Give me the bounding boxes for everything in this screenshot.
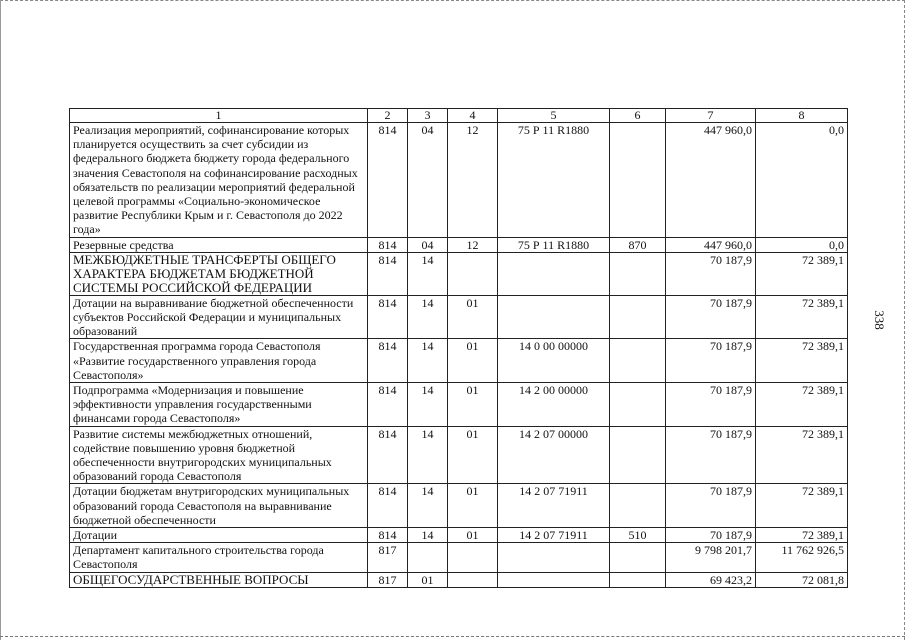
row-name-cell: ОБЩЕГОСУДАРСТВЕННЫЕ ВОПРОСЫ — [70, 572, 368, 587]
row-amount-year2-cell: 72 389,1 — [756, 383, 848, 427]
row-amount-year2-cell: 72 389,1 — [756, 484, 848, 528]
row-amount-year1-cell: 70 187,9 — [666, 528, 756, 543]
row-amount-year2-cell: 72 389,1 — [756, 426, 848, 484]
row-section-code-cell: 14 — [408, 252, 448, 295]
row-amount-year1-cell: 447 960,0 — [666, 123, 756, 238]
row-section-code-cell: 01 — [408, 572, 448, 587]
row-amount-year1-cell: 70 187,9 — [666, 383, 756, 427]
table-row — [70, 383, 848, 427]
row-amount-year2-cell: 0,0 — [756, 123, 848, 238]
column-header: 5 — [498, 109, 610, 123]
row-subsection-code-cell: 12 — [448, 237, 498, 252]
row-section-code-cell: 14 — [408, 484, 448, 528]
row-amount-year2-cell: 72 389,1 — [756, 528, 848, 543]
row-amount-year1-cell: 447 960,0 — [666, 237, 756, 252]
column-header: 8 — [756, 109, 848, 123]
row-target-code-cell: 14 2 07 71911 — [498, 484, 610, 528]
row-subsection-code-cell: 01 — [448, 383, 498, 427]
row-name-cell: Дотации бюджетам внутригородских муниципальных образований города Севастополя на выравнивание бюджетной обеспеченности — [70, 484, 368, 528]
table-row — [70, 252, 848, 295]
row-section-code-cell: 14 — [408, 426, 448, 484]
row-admin-code-cell: 814 — [368, 383, 408, 427]
row-admin-code-cell: 814 — [368, 123, 408, 238]
row-section-code-cell: 14 — [408, 339, 448, 383]
table-row — [70, 572, 848, 587]
row-subsection-code-cell: 01 — [448, 426, 498, 484]
table-row — [70, 543, 848, 572]
row-admin-code-cell: 817 — [368, 572, 408, 587]
row-subsection-code-cell — [448, 572, 498, 587]
row-expense-type-cell — [610, 383, 666, 427]
row-admin-code-cell: 817 — [368, 543, 408, 572]
row-amount-year1-cell: 70 187,9 — [666, 426, 756, 484]
scan-edge-top — [0, 0, 905, 4]
row-admin-code-cell: 814 — [368, 528, 408, 543]
row-name-cell: МЕЖБЮДЖЕТНЫЕ ТРАНСФЕРТЫ ОБЩЕГО ХАРАКТЕРА БЮДЖЕТАМ БЮДЖЕТНОЙ СИСТЕМЫ РОССИЙСКОЙ ФЕДЕРАЦИИ — [70, 252, 368, 295]
row-amount-year2-cell: 72 389,1 — [756, 252, 848, 295]
row-subsection-code-cell: 01 — [448, 295, 498, 339]
column-header: 2 — [368, 109, 408, 123]
row-target-code-cell: 14 2 00 00000 — [498, 383, 610, 427]
row-expense-type-cell — [610, 295, 666, 339]
row-expense-type-cell — [610, 543, 666, 572]
row-admin-code-cell: 814 — [368, 252, 408, 295]
row-subsection-code-cell: 01 — [448, 528, 498, 543]
row-subsection-code-cell — [448, 252, 498, 295]
row-amount-year2-cell: 0,0 — [756, 237, 848, 252]
row-amount-year2-cell: 11 762 926,5 — [756, 543, 848, 572]
column-header: 7 — [666, 109, 756, 123]
table-row — [70, 237, 848, 252]
row-target-code-cell — [498, 252, 610, 295]
row-target-code-cell: 75 Р 11 R1880 — [498, 123, 610, 238]
column-header: 3 — [408, 109, 448, 123]
row-expense-type-cell: 870 — [610, 237, 666, 252]
row-admin-code-cell: 814 — [368, 237, 408, 252]
row-expense-type-cell: 510 — [610, 528, 666, 543]
column-header: 4 — [448, 109, 498, 123]
row-amount-year2-cell: 72 081,8 — [756, 572, 848, 587]
table-row — [70, 295, 848, 339]
row-section-code-cell: 14 — [408, 383, 448, 427]
row-subsection-code-cell: 01 — [448, 339, 498, 383]
row-subsection-code-cell: 01 — [448, 484, 498, 528]
table-body — [70, 123, 848, 588]
row-target-code-cell — [498, 543, 610, 572]
row-expense-type-cell — [610, 252, 666, 295]
row-amount-year1-cell: 70 187,9 — [666, 252, 756, 295]
row-name-cell: Подпрограмма «Модернизация и повышение эффективности управления государственными финансами города Севастополя» — [70, 383, 368, 427]
row-amount-year1-cell: 70 187,9 — [666, 484, 756, 528]
row-target-code-cell: 14 0 00 00000 — [498, 339, 610, 383]
row-subsection-code-cell: 12 — [448, 123, 498, 238]
column-header-row — [70, 109, 848, 123]
page-number: 338 — [872, 310, 887, 330]
row-name-cell: Резервные средства — [70, 237, 368, 252]
scan-edge-bottom — [0, 636, 905, 640]
row-target-code-cell: 14 2 07 00000 — [498, 426, 610, 484]
row-admin-code-cell: 814 — [368, 295, 408, 339]
row-expense-type-cell — [610, 426, 666, 484]
column-header: 6 — [610, 109, 666, 123]
row-expense-type-cell — [610, 339, 666, 383]
row-target-code-cell — [498, 295, 610, 339]
row-amount-year2-cell: 72 389,1 — [756, 295, 848, 339]
row-subsection-code-cell — [448, 543, 498, 572]
row-admin-code-cell: 814 — [368, 426, 408, 484]
table-row — [70, 528, 848, 543]
table-row — [70, 484, 848, 528]
row-name-cell: Дотации на выравнивание бюджетной обеспеченности субъектов Российской Федерации и муниципальных образований — [70, 295, 368, 339]
row-name-cell: Департамент капитального строительства города Севастополя — [70, 543, 368, 572]
row-section-code-cell: 04 — [408, 237, 448, 252]
row-name-cell: Реализация мероприятий, софинансирование которых планируется осуществить за счет субсидии из федерального бюджета бюджету города федерального значения Севастополя на софинансирование расходных обязательств по реализации мероприятий федеральной целевой программы «Социально-экономическое развитие Республики Крым и г. Севастополя до 2022 года» — [70, 123, 368, 238]
row-section-code-cell: 14 — [408, 528, 448, 543]
row-name-cell: Развитие системы межбюджетных отношений, содействие повышению уровня бюджетной обеспеченности внутригородских муниципальных образований города Севастополя — [70, 426, 368, 484]
row-name-cell: Дотации — [70, 528, 368, 543]
row-target-code-cell: 14 2 07 71911 — [498, 528, 610, 543]
row-amount-year1-cell: 9 798 201,7 — [666, 543, 756, 572]
row-target-code-cell — [498, 572, 610, 587]
row-expense-type-cell — [610, 572, 666, 587]
scan-edge-right — [901, 0, 905, 640]
row-admin-code-cell: 814 — [368, 484, 408, 528]
row-name-cell: Государственная программа города Севастополя «Развитие государственного управления города Севастополя» — [70, 339, 368, 383]
row-amount-year1-cell: 70 187,9 — [666, 339, 756, 383]
row-admin-code-cell: 814 — [368, 339, 408, 383]
table-row — [70, 123, 848, 238]
table-row — [70, 426, 848, 484]
row-amount-year2-cell: 72 389,1 — [756, 339, 848, 383]
table-row — [70, 339, 848, 383]
row-expense-type-cell — [610, 123, 666, 238]
budget-table — [69, 108, 848, 588]
column-header: 1 — [70, 109, 368, 123]
row-amount-year1-cell: 69 423,2 — [666, 572, 756, 587]
row-section-code-cell — [408, 543, 448, 572]
row-amount-year1-cell: 70 187,9 — [666, 295, 756, 339]
scan-edge-left — [0, 0, 4, 640]
row-section-code-cell: 04 — [408, 123, 448, 238]
row-section-code-cell: 14 — [408, 295, 448, 339]
row-target-code-cell: 75 Р 11 R1880 — [498, 237, 610, 252]
row-expense-type-cell — [610, 484, 666, 528]
